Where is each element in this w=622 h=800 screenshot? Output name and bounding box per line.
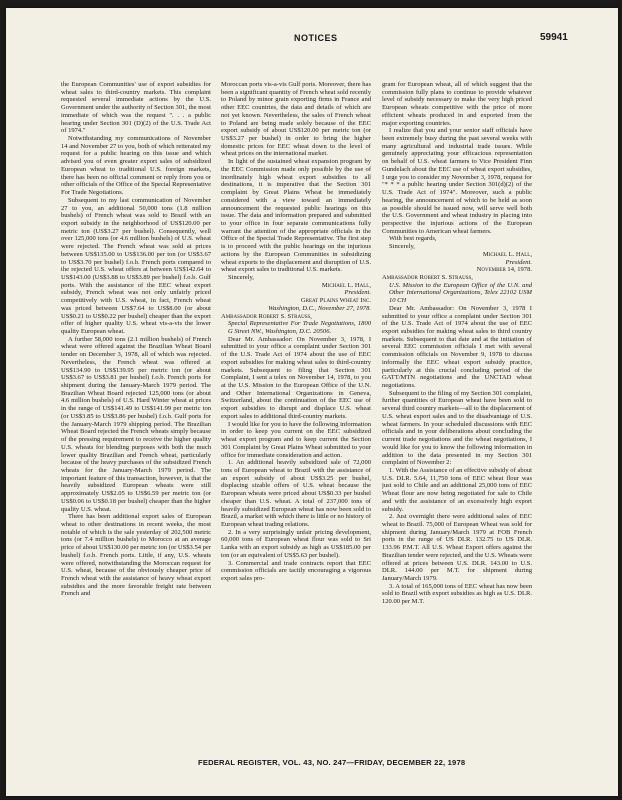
paragraph: U.S. Mission to the European Office of the U.N. and Other International Organizations, Telex 22102 USM 10 CH: [389, 281, 532, 305]
paragraph: 2. In a very surprisingly unfair pricing development, 60,000 tons of European wheat flour was sold to Sri Lanka with an export subsidy as high as US$185.00 per ton (or an equivalent of US$5.63 per bushel).: [221, 528, 371, 559]
text-column-1: [61, 81, 211, 761]
paragraph: Special Representative For Trade Negotiations, 1800 G Street NW., Washington, D.C. 20506.: [228, 320, 371, 335]
paragraph: November 14, 1978.: [476, 266, 532, 274]
paragraph: I realize that you and your senior staff officials have been extremely busy during the past several weeks with many agricultural and industrial trade issues. While genuinely appreciating your efficacious representation on behalf of U.S. wheat farmers to Vice President Finn Gundelach about the EEC use of wheat export subsidies, I urge you to consider my November 3, 1978, request for "* * * a public hearing under Section 301(d)(2) of the U.S. Trade Act of 1974". Moreover, such a public hearing, the announcement of which to be held as soon as possible should be issued now, will serve well both the U.S. Government and wheat industry in placing into perspective the injurious actions of the European Communities to American wheat farmers.: [382, 127, 532, 235]
paragraph: Great Plains Wheat Inc.: [300, 297, 371, 305]
paragraph: Subsequent to the filing of my Section 301 complaint, further quantities of European wheat have been sold to several third country markets—all to the displacement of U.S. wheat export sales and to the disadvantage of U.S. wheat farmers. In your scheduled discussions with EEC officials and in your deliberations about concluding the current trade negotiations and the wheat negotiations, I would like for you to know the following information in addition to the data presented in my Section 301 complaint of November 2:: [382, 389, 532, 467]
paragraph: Michael L. Hall,: [482, 250, 532, 258]
paragraph: Sincerely,: [389, 243, 415, 251]
paragraph: With best regards,: [389, 235, 437, 243]
paragraph: Dear Mr. Ambassador: On November 3, 1978, I submitted to your office a complaint under Section 301 of the U.S. Trade Act of 1974 about the use of EEC export subsidies for making wheat sales to third-country markets. Subsequent to filing that Section 301 Complaint, I sent a telex on November 14, 1978, to you at the U.S. Mission to the European Office of the U.N. and Other International Organizations in Geneva, Switzerland, about the continuation of the EEC use of export subsidies to disrupt and displace U.S. wheat export sales to additional third-country markets.: [221, 335, 371, 420]
paragraph: Subsequent to my last communication of November 27 to you, an additional 50,000 tons (1.8 million bushels) of French wheat was sold to Brazil with an export subsidy in the neighborhood of US$120.00 per metric ton (US$3.27 per bushel). Consequently, well over 125,000 tons (or 4.6 million bushels) of U.S. wheat were rejected. The French wheat was sold at prices between US$135.00 to US$136.00 per ton (or US$3.67 to US$3.70 per bushel) f.o.b. French ports compared to the rejected U.S. wheat offers at between US$142.64 to US$143.00 (US$3.88 to US$3.89 per bushel) f.o.b. Gulf ports. With the assistance of the EEC wheat export subsidy, French wheat was not only unfairly priced competitively with U.S. wheat, in fact, French wheat was priced between US$7.64 to US$8.00 (or about US$0.21 to US$0.22 per bushel) cheaper than the export offer of higher quality U.S. wheat vis-a-vis the lower quality European wheat.: [61, 196, 211, 335]
paragraph: Ambassador Robert S. Strauss,: [382, 273, 473, 281]
paragraph: 2. Just overnight there were additional sales of EEC wheat to Brazil. 75,000 of European Wheat was sold for shipment during January/March 1979 at FOB French ports in the range of US DLR. 132.75 to US DLR. 133.96 P.M.T. All U.S. Wheat Export offers against the Brazilian tender were rejected, and the U.S. Wheats were offered at prices between U.S. DLR. 143.00 to U.S. DLR. 144.00 per M.T. for shipment during January/March 1979.: [382, 513, 532, 582]
paragraph: 1. An additional heavily subsidized sale of 72,000 tons of European wheat to Brazil with the assistance of an export subsidy of about US$3.25 per bushel, displacing sizable offers of U.S. wheat because the European wheats were priced about US$0.33 per bushel cheaper than U.S. wheat. A total of 237,000 tons of heavily subsidized European wheat has now been sold to Brazil, a market with which there is little or no history of European wheat trading relations.: [221, 459, 371, 528]
paragraph: Dear Mr. Ambassador: On November 3, 1978 I submitted to your office a complaint under Section 301 of the U.S. Trade Act of 1974 about the use of EEC export subsidies for making wheat sales to third country markets. Subsequent to that date and at the initiation of several EEC commission officials I met with several commission officials on November 9, 1978 to discuss informally the EEC wheat export subsidy practice, particularly at this crucial concluding period of the GATT/MTN negotiations and the UNCTAD wheat negotiations.: [382, 304, 532, 390]
paragraph: In light of the sustained wheat expansion program by the EEC Commission made only possible by the use of inordinately high wheat export subsidies to all destinations, it is imperative that the Section 301 complaint by Great Plains Wheat be immediately considered with a view toward an immediately announcement the requested public hearings on this issue. The data and information prepared and submitted to your office in four separate communications fully warrant the attention of the appropriate officials in the Office of the Special Trade Representative. The first step is to proceed with the public hearings on the injurious actions by the European Communities in subsidizing wheat exports to the displacement and disruption of U.S. wheat export sales to traditional U.S. markets.: [221, 158, 371, 274]
page-header-title: NOTICES: [294, 33, 338, 43]
document-page: [6, 8, 618, 796]
page-number: 59941: [540, 32, 568, 43]
paragraph: There has been additional export sales of European wheat to other destinations in recent weeks, the most notable of which is the sale yesterday of 202,500 metric tons (or 7.4 million bushels) to Morocco at an average price of about US$130.00 per metric ton (or US$3.54 per bushel) f.o.b. French ports. Little, if any, U.S. wheats were offered, notwithstanding the Moroccan request for U.S. wheat, because of the obviously cheaper price of French wheat with the assistance of heavy wheat export subsidies and the more favorable freight rate between French and: [61, 513, 211, 598]
paragraph: Michael L. Hall,: [321, 281, 371, 289]
paragraph: A further 58,000 tons (2.1 million bushels) of French wheat were offered against the Brazilian Wheat Board tender on December 3, 1978, all of which was rejected. Nevertheless, the French wheat was offered at US$134.90 to US$139.95 per metric ton (or about US$3.67 to US$3.81 per bushel) f.o.b. French ports for shipment during the January-March 1979 period. The Brazilian Wheat Board rejected 125,000 tons (or about 4.6 million bushels) of U.S. Hard Winter wheat at prices in the range of US$141.49 to US$141.99 per metric ton (or US$3.85 to US$3.86 per bushel) f.o.b. Gulf ports for the January-March 1979 shipping period. The Brazilian Wheat Board rejected the French wheats simply because of the pressing requirement to receive the higher quality U.S. wheats for blending purposes with both the much lower quality Brazilian and French wheat, particularly because of the heavy purchases of the subsidized French wheats for the January-March 1979 period. The important feature of this transaction, however, is that the heavily subsidized European wheats were still approximately US$2.05 to US$6.59 per metric ton (or US$0.06 to US$0.18 per bushel) cheaper than the higher quality U.S. wheat.: [61, 335, 211, 513]
paragraph: Ambassador Robert S. Strauss,: [221, 312, 312, 320]
text-column-3: [382, 81, 532, 761]
paragraph: 3. Commercial and trade contracts report that EEC commission officials are tacitly encouraging a vigorous export sales pro-: [221, 559, 371, 582]
paragraph: Moroccan ports vis-a-vis Gulf ports. Moreover, there has been a significant quantity of French wheat sold recently to Poland by minor grain exporting firms in France and other EEC countries, the data and details of which are not yet known. Nevertheless, the sales of French wheat to Poland are being made solely because of the EEC export subsidy of about US$120.00 per metric ton (or US$3.27 per bushel) in order to bring the higher domestic prices for EEC wheat down to the level of wheat prices on the international market.: [221, 81, 371, 158]
paragraph: I would like for you to have the following information in order to keep you current on the EEC subsidized wheat export program and to keep current the Section 301 Complaint by Great Plains Wheat submitted to your office for immediate consideration and action.: [221, 420, 371, 459]
paragraph: 3. A total of 165,000 tons of EEC wheat has now been sold to Brazil with export subsidies as high as U.S. DLR. 120.00 per M.T.: [382, 582, 532, 606]
paragraph: gram for European wheat, all of which suggest that the commission fully plans to continue to provide whatever level of subsidy necessary to make the very high priced European wheats competitive with the price of more efficient wheats produced in and exported from the major exporting countries.: [382, 81, 532, 127]
page-footer: FEDERAL REGISTER, VOL. 43, NO. 247—FRIDAY, DECEMBER 22, 1978: [198, 758, 466, 767]
text-column-2: [221, 81, 371, 761]
paragraph: Sincerely,: [228, 273, 254, 281]
paragraph: President.: [344, 289, 371, 297]
paragraph: 1. With the Assistance of an effective subsidy of about U.S. DLR. 5.64, 11,750 tons of EEC wheat flour was just sold to Chile and an additional 25,000 tons of EEC Wheat flour are now being negotiated for sale to Chile and with the assistance of an excessively high export subsidy.: [382, 466, 532, 513]
paragraph: Washington, D.C., November 27, 1978.: [268, 304, 371, 312]
paragraph: President.: [505, 258, 532, 266]
paragraph: Notwithstanding my communications of November 14 and November 27 to you, both of which reiterated my request for a public hearing on this issue and which advised you of even greater export sales of subsidized European wheat to traditional U.S. foreign markets, there has been no official comment or reply from you or other officials of the Office of the Special Representative For Trade Negotiations.: [61, 135, 211, 197]
paragraph: the European Communities' use of export subsidies for wheat sales to third-country markets. This complaint requested several immediate actions by the U.S. Government under the authority of Section 301, the most immediate of which was the request ". . . a public hearing under Section 301 (D)(2) of the U.S. Trade Act of 1974.": [61, 81, 211, 135]
